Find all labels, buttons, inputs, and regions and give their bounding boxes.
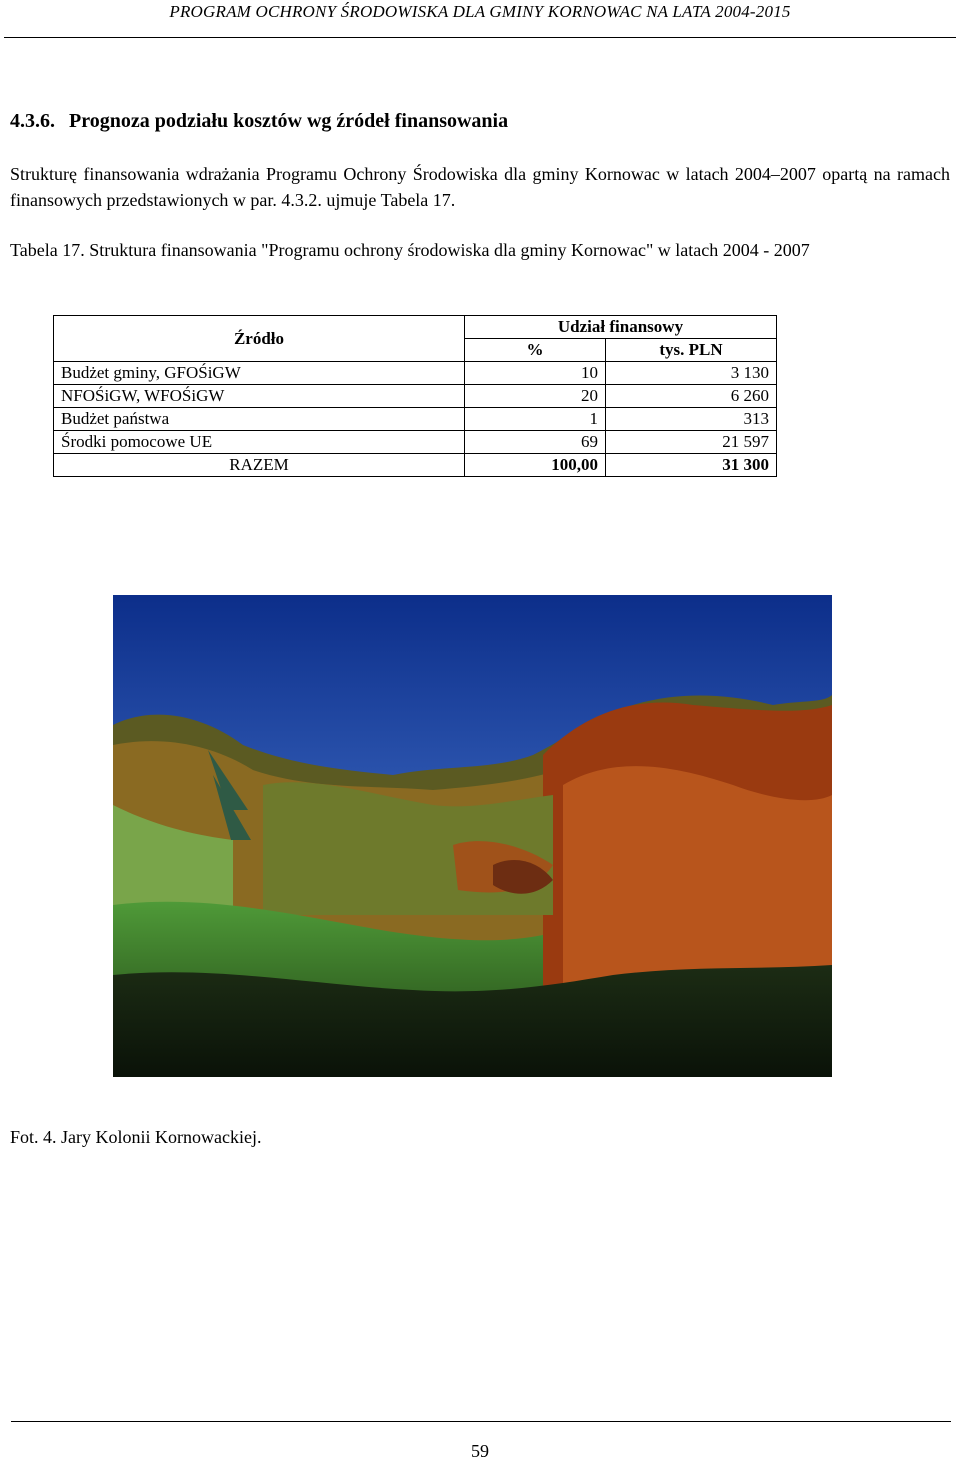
landscape-photo [113,595,832,1077]
row-percent: 69 [465,431,606,454]
table-caption: Tabela 17. Struktura finansowania "Programu ochrony środowiska dla gminy Kornowac" w latach 2004 - 2007 [10,240,810,260]
row-source: NFOŚiGW, WFOŚiGW [54,385,465,408]
table-total-row [54,454,777,477]
total-percent: 100,00 [465,454,606,477]
row-pln: 313 [606,408,777,431]
row-pln: 3 130 [606,362,777,385]
page-number: 59 [471,1441,489,1461]
header-pln: tys. PLN [606,339,777,362]
section-heading [10,110,508,133]
intro-paragraph: Strukturę finansowania wdrażania Programu Ochrony Środowiska dla gminy Kornowac w latach 2004–2007 opartą na ramach finansowych przedstawionych w par. 4.3.2. ujmuje Tabela 17. [10,164,950,210]
section-number: 4.3.6. [10,110,55,132]
header-source: Źródło [54,316,465,362]
table-row [54,362,777,385]
row-percent: 10 [465,362,606,385]
row-percent: 1 [465,408,606,431]
landscape-photo-graphic [113,595,832,1077]
header-rule [4,37,956,38]
total-pln: 31 300 [606,454,777,477]
header-percent: % [465,339,606,362]
row-pln: 6 260 [606,385,777,408]
header-financial-share: Udział finansowy [465,316,777,339]
total-label: RAZEM [54,454,465,477]
financing-table [53,315,777,477]
section-title: Prognoza podziału kosztów wg źródeł finansowania [69,110,509,132]
running-header: PROGRAM OCHRONY ŚRODOWISKA DLA GMINY KORNOWAC NA LATA 2004-2015 [169,2,791,21]
row-source: Budżet gminy, GFOŚiGW [54,362,465,385]
table-row [54,431,777,454]
row-percent: 20 [465,385,606,408]
row-source: Budżet państwa [54,408,465,431]
table-row [54,385,777,408]
row-pln: 21 597 [606,431,777,454]
photo-caption: Fot. 4. Jary Kolonii Kornowackiej. [10,1127,262,1147]
table-row [54,408,777,431]
row-source: Środki pomocowe UE [54,431,465,454]
footer-rule [11,1421,951,1422]
